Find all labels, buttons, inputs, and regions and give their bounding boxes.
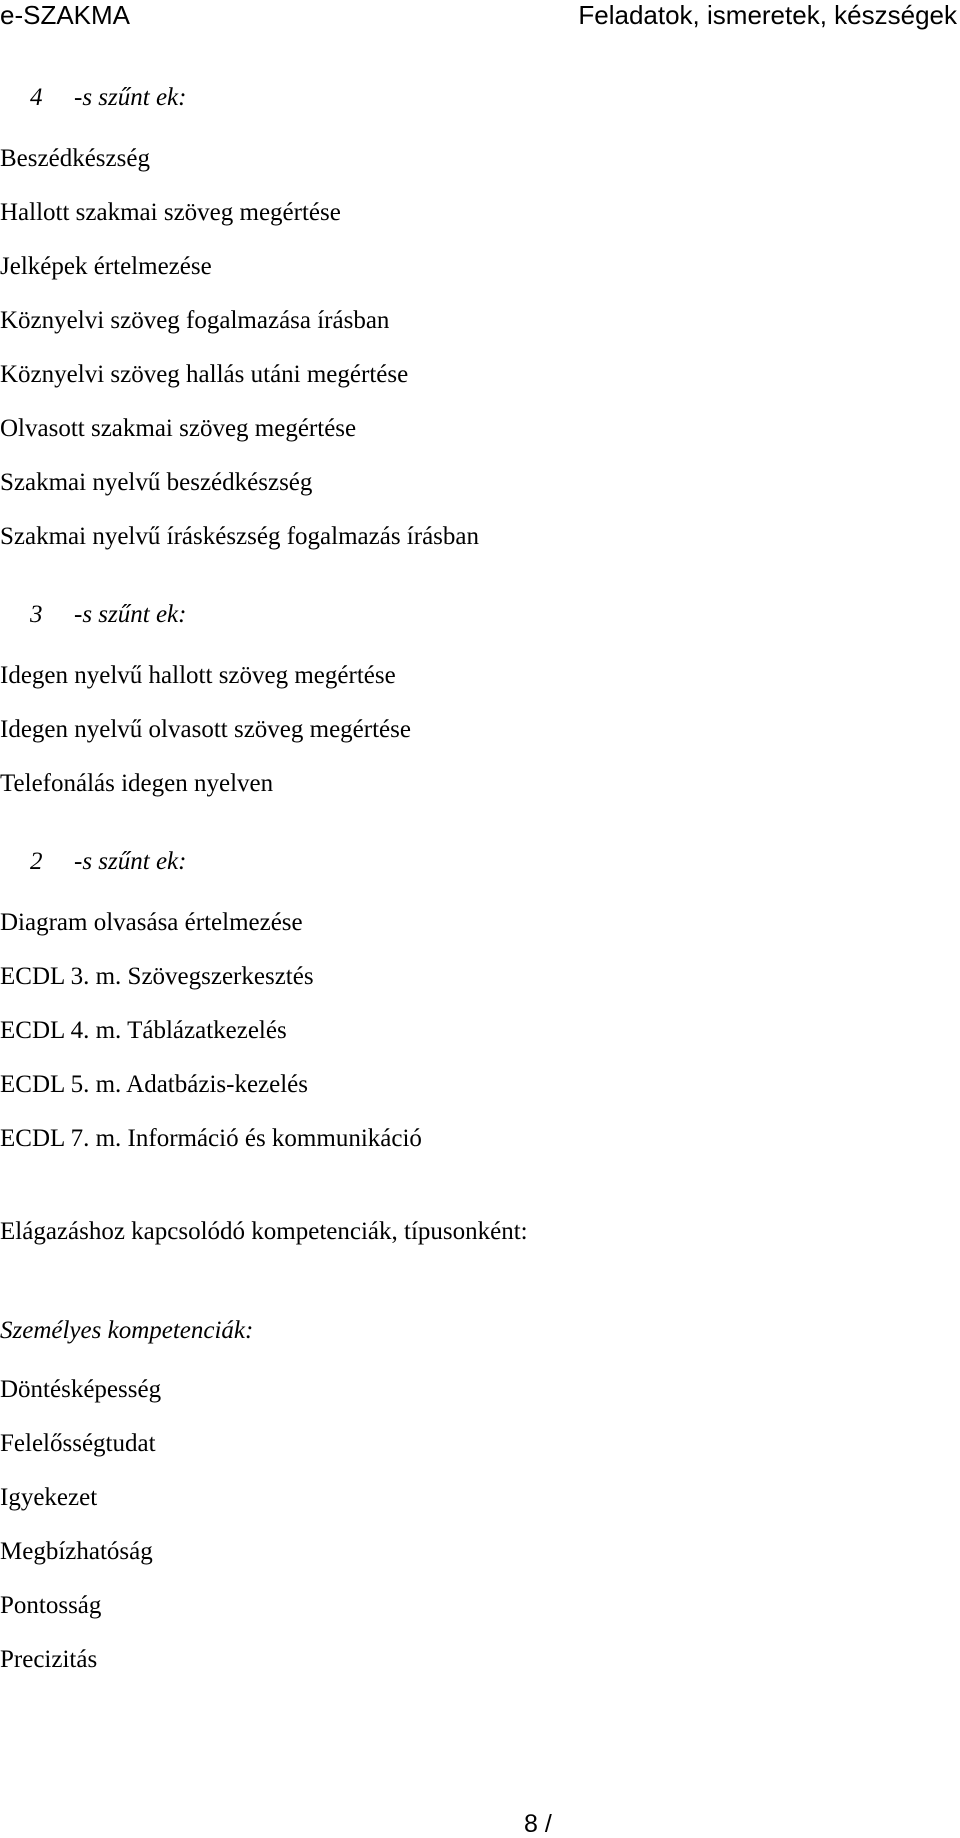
page-number: 8 / [524, 1810, 552, 1838]
list-item: Köznyelvi szöveg hallás utáni megértése [0, 361, 409, 388]
list-item: Pontosság [0, 1592, 102, 1619]
list-item: Döntésképesség [0, 1376, 162, 1403]
list-item: Hallott szakmai szöveg megértése [0, 199, 341, 226]
list-item: Szakmai nyelvű beszédkészség [0, 469, 313, 496]
level-heading-3 [30, 602, 186, 627]
header-section-title: Feladatok, ismeretek, készségek [578, 0, 957, 30]
page-header [0, 0, 960, 30]
level-number: 4 [30, 84, 43, 111]
list-item: ECDL 5. m. Adatbázis-kezelés [0, 1071, 309, 1098]
level-label: -s szűnt ek: [74, 84, 187, 111]
level-heading-2 [30, 849, 186, 874]
list-item: Diagram olvasása értelmezése [0, 909, 303, 936]
list-item: Telefonálás idegen nyelven [0, 770, 274, 797]
level-number: 3 [30, 601, 43, 628]
list-item: ECDL 3. m. Szövegszerkesztés [0, 963, 314, 990]
level-label: -s szűnt ek: [74, 601, 187, 628]
list-item: Jelképek értelmezése [0, 253, 212, 280]
list-item: Precizitás [0, 1646, 98, 1673]
list-item: Idegen nyelvű hallott szöveg megértése [0, 662, 396, 689]
level-number: 2 [30, 848, 43, 875]
list-item: Igyekezet [0, 1484, 98, 1511]
list-item: ECDL 7. m. Információ és kommunikáció [0, 1125, 422, 1152]
list-item: Idegen nyelvű olvasott szöveg megértése [0, 716, 411, 743]
list-item: Olvasott szakmai szöveg megértése [0, 415, 357, 442]
header-brand: e-SZAKMA [0, 0, 131, 30]
list-item: Felelősségtudat [0, 1430, 156, 1457]
subsection-heading: Személyes kompetenciák: [0, 1317, 254, 1344]
level-heading-4 [30, 85, 186, 110]
list-item: Szakmai nyelvű íráskészség fogalmazás írásban [0, 523, 479, 550]
list-item: Beszédkészség [0, 145, 150, 172]
list-item: Köznyelvi szöveg fogalmazása írásban [0, 307, 390, 334]
level-label: -s szűnt ek: [74, 848, 187, 875]
section-heading: Elágazáshoz kapcsolódó kompetenciák, típusonként: [0, 1218, 528, 1245]
list-item: Megbízhatóság [0, 1538, 153, 1565]
list-item: ECDL 4. m. Táblázatkezelés [0, 1017, 287, 1044]
